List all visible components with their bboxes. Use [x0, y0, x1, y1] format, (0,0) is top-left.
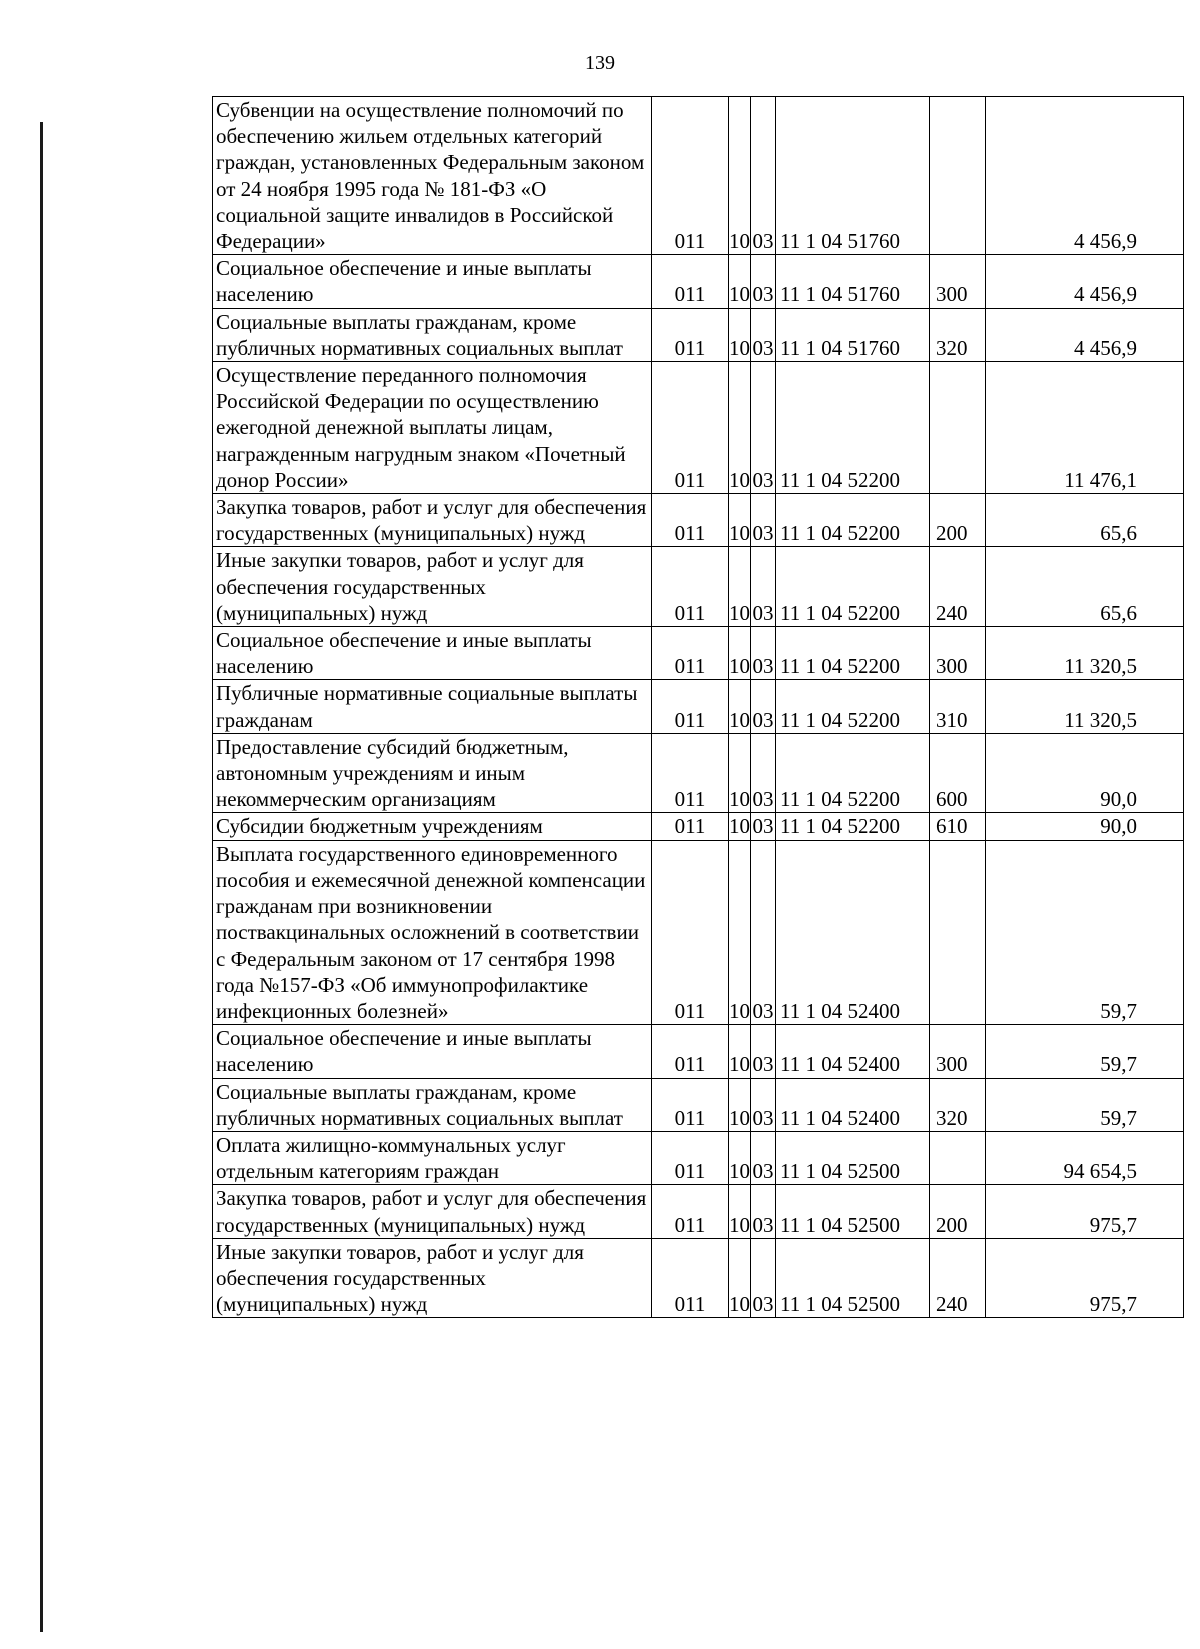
table-row: [213, 627, 1184, 680]
table-row: [213, 308, 1184, 361]
expense-type-code: [930, 362, 986, 494]
subsection-code: 03: [751, 1131, 776, 1184]
expense-type-code: [930, 840, 986, 1024]
section-code: 10: [729, 1185, 751, 1238]
target-article-code: 11 1 04 51760: [776, 308, 930, 361]
expense-type-code: 300: [930, 627, 986, 680]
section-code: 10: [729, 680, 751, 733]
row-name: Закупка товаров, работ и услуг для обеспечения государственных (муниципальных) нужд: [213, 1185, 652, 1238]
section-code: 10: [729, 494, 751, 547]
target-article-code: 11 1 04 52500: [776, 1185, 930, 1238]
row-name: Выплата государственного единовременного пособия и ежемесячной денежной компенсации гражданам при возникновении поствакцинальных осложнений в соответствии с Федеральным законом от 17 сентября 1998 года №157-ФЗ «Об иммунопрофилактике инфекционных болезней»: [213, 840, 652, 1024]
expense-type-code: 310: [930, 680, 986, 733]
table-row: [213, 1078, 1184, 1131]
section-code: 10: [729, 1025, 751, 1078]
row-name: Социальные выплаты гражданам, кроме публичных нормативных социальных выплат: [213, 308, 652, 361]
ministry-code: 011: [652, 494, 729, 547]
amount: 65,6: [986, 547, 1184, 627]
target-article-code: 11 1 04 52200: [776, 362, 930, 494]
subsection-code: 03: [751, 308, 776, 361]
section-code: 10: [729, 1238, 751, 1318]
target-article-code: 11 1 04 52400: [776, 1025, 930, 1078]
row-name: Социальное обеспечение и иные выплаты населению: [213, 255, 652, 308]
table-row: [213, 840, 1184, 1024]
section-code: 10: [729, 1078, 751, 1131]
amount: 11 320,5: [986, 680, 1184, 733]
row-name: Социальные выплаты гражданам, кроме публичных нормативных социальных выплат: [213, 1078, 652, 1131]
amount: 90,0: [986, 733, 1184, 813]
amount: 59,7: [986, 1078, 1184, 1131]
table-row: [213, 1025, 1184, 1078]
row-name: Иные закупки товаров, работ и услуг для обеспечения государственных (муниципальных) нужд: [213, 1238, 652, 1318]
amount: 11 476,1: [986, 362, 1184, 494]
table-row: [213, 97, 1184, 255]
table-row: [213, 680, 1184, 733]
ministry-code: 011: [652, 840, 729, 1024]
row-name: Субвенции на осуществление полномочий по обеспечению жильем отдельных категорий граждан, установленных Федеральным законом от 24 ноября 1995 года № 181-ФЗ «О социальной защите инвалидов в Российской Федерации»: [213, 97, 652, 255]
row-name: Социальное обеспечение и иные выплаты населению: [213, 1025, 652, 1078]
section-code: 10: [729, 97, 751, 255]
amount: 90,0: [986, 813, 1184, 840]
row-name: Социальное обеспечение и иные выплаты населению: [213, 627, 652, 680]
amount: 59,7: [986, 1025, 1184, 1078]
ministry-code: 011: [652, 680, 729, 733]
row-name: Предоставление субсидий бюджетным, автономным учреждениям и иным некоммерческим организациям: [213, 733, 652, 813]
amount: 4 456,9: [986, 308, 1184, 361]
ministry-code: 011: [652, 1131, 729, 1184]
subsection-code: 03: [751, 255, 776, 308]
subsection-code: 03: [751, 840, 776, 1024]
section-code: 10: [729, 840, 751, 1024]
subsection-code: 03: [751, 494, 776, 547]
ministry-code: 011: [652, 1078, 729, 1131]
table-row: [213, 1238, 1184, 1318]
table-row: [213, 733, 1184, 813]
subsection-code: 03: [751, 547, 776, 627]
ministry-code: 011: [652, 255, 729, 308]
table-row: [213, 1185, 1184, 1238]
expense-type-code: 240: [930, 547, 986, 627]
table-row: [213, 813, 1184, 840]
table-row: [213, 547, 1184, 627]
subsection-code: 03: [751, 362, 776, 494]
subsection-code: 03: [751, 733, 776, 813]
expense-type-code: 600: [930, 733, 986, 813]
subsection-code: 03: [751, 680, 776, 733]
section-code: 10: [729, 308, 751, 361]
row-name: Публичные нормативные социальные выплаты гражданам: [213, 680, 652, 733]
budget-table-body: [213, 97, 1184, 1318]
target-article-code: 11 1 04 52200: [776, 733, 930, 813]
subsection-code: 03: [751, 97, 776, 255]
ministry-code: 011: [652, 308, 729, 361]
expense-type-code: [930, 97, 986, 255]
ministry-code: 011: [652, 1238, 729, 1318]
target-article-code: 11 1 04 52200: [776, 680, 930, 733]
ministry-code: 011: [652, 733, 729, 813]
row-name: Закупка товаров, работ и услуг для обеспечения государственных (муниципальных) нужд: [213, 494, 652, 547]
amount: 975,7: [986, 1238, 1184, 1318]
target-article-code: 11 1 04 52200: [776, 813, 930, 840]
table-row: [213, 255, 1184, 308]
subsection-code: 03: [751, 1025, 776, 1078]
subsection-code: 03: [752, 814, 774, 839]
target-article-code: 11 1 04 51760: [776, 97, 930, 255]
expense-type-code: 200: [930, 494, 986, 547]
page-binding-line: [40, 122, 43, 1632]
amount: 4 456,9: [986, 255, 1184, 308]
ministry-code: 011: [652, 1185, 729, 1238]
section-code: 10: [729, 733, 751, 813]
target-article-code: 11 1 04 52400: [776, 840, 930, 1024]
row-name: Оплата жилищно-коммунальных услуг отдельным категориям граждан: [213, 1131, 652, 1184]
section-code: 10: [729, 627, 751, 680]
section-code: 10: [729, 362, 751, 494]
table-row: [213, 494, 1184, 547]
amount: 11 320,5: [986, 627, 1184, 680]
row-name: Субсидии бюджетным учреждениям: [213, 813, 652, 840]
amount: 65,6: [986, 494, 1184, 547]
row-name: Иные закупки товаров, работ и услуг для обеспечения государственных (муниципальных) нужд: [213, 547, 652, 627]
amount: 94 654,5: [986, 1131, 1184, 1184]
target-article-code: 11 1 04 52200: [776, 547, 930, 627]
row-name: Осуществление переданного полномочия Российской Федерации по осуществлению ежегодной денежной выплаты лицам, награжденным нагрудным знаком «Почетный донор России»: [213, 362, 652, 494]
target-article-code: 11 1 04 52500: [776, 1238, 930, 1318]
target-article-code: 11 1 04 51760: [776, 255, 930, 308]
table-row: [213, 1131, 1184, 1184]
target-article-code: 11 1 04 52500: [776, 1131, 930, 1184]
ministry-code: 011: [652, 627, 729, 680]
expense-type-code: 610: [930, 813, 986, 840]
section-code: 10: [729, 1131, 751, 1184]
amount: 975,7: [986, 1185, 1184, 1238]
section-code: 10: [729, 255, 751, 308]
ministry-code: 011: [652, 97, 729, 255]
amount: 4 456,9: [986, 97, 1184, 255]
subsection-code: 03: [751, 1185, 776, 1238]
expense-type-code: [930, 1131, 986, 1184]
expense-type-code: 300: [930, 255, 986, 308]
table-row: [213, 362, 1184, 494]
ministry-code: 011: [652, 547, 729, 627]
page-number: 139: [585, 52, 615, 74]
amount: 59,7: [986, 840, 1184, 1024]
target-article-code: 11 1 04 52400: [776, 1078, 930, 1131]
subsection-code: 03: [751, 1238, 776, 1318]
target-article-code: 11 1 04 52200: [776, 627, 930, 680]
section-code: 10: [729, 814, 750, 839]
target-article-code: 11 1 04 52200: [776, 494, 930, 547]
expense-type-code: 240: [930, 1238, 986, 1318]
expense-type-code: 300: [930, 1025, 986, 1078]
expense-type-code: 320: [930, 1078, 986, 1131]
budget-table: [212, 96, 1184, 1318]
ministry-code: 011: [652, 813, 729, 840]
ministry-code: 011: [652, 362, 729, 494]
expense-type-code: 200: [930, 1185, 986, 1238]
subsection-code: 03: [751, 1078, 776, 1131]
ministry-code: 011: [652, 1025, 729, 1078]
expense-type-code: 320: [930, 308, 986, 361]
section-code: 10: [729, 547, 751, 627]
subsection-code: 03: [751, 627, 776, 680]
